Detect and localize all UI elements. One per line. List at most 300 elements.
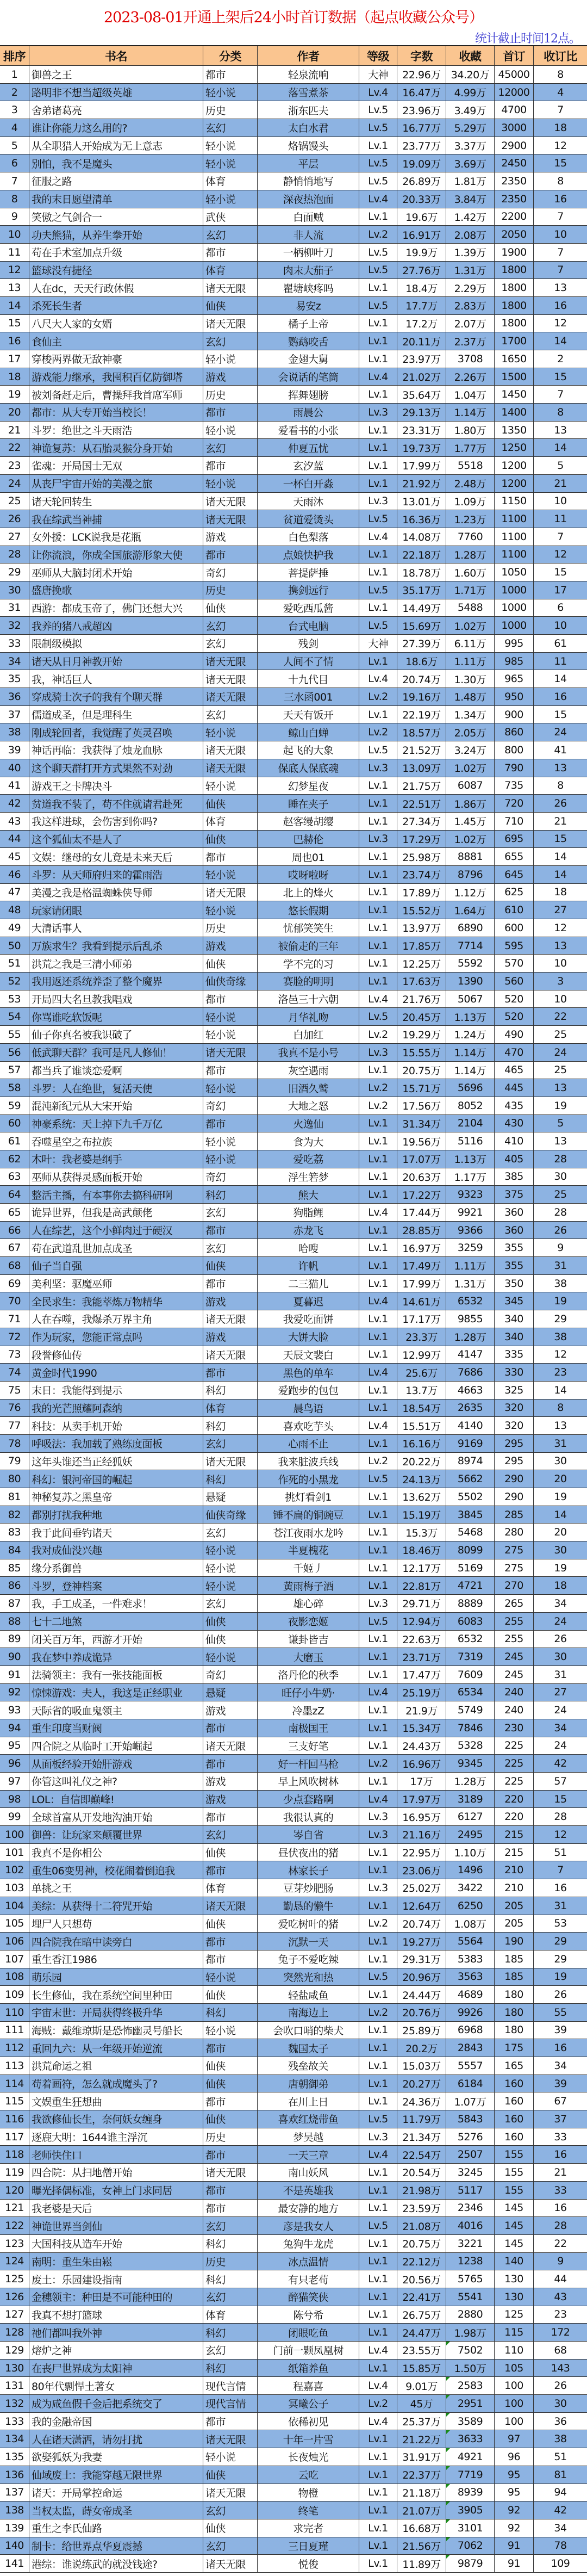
cell-level: Lv.1 xyxy=(359,777,397,795)
cell-collections: 1.39万 xyxy=(446,244,495,261)
cell-ratio: 81 xyxy=(554,2468,567,2481)
cell-author: 醉猫笑侠 xyxy=(258,2288,359,2306)
table-row xyxy=(0,2253,587,2271)
cell-first-subs: 1700 xyxy=(495,332,534,350)
table-row xyxy=(0,2288,587,2306)
cell-category: 都市 xyxy=(203,1950,258,1968)
cell-ratio: 8 xyxy=(557,406,564,418)
cell-level: Lv.4 xyxy=(359,1292,397,1310)
cell-level: Lv.1 xyxy=(359,2253,397,2270)
cell-word-count: 23.74万 xyxy=(397,866,446,883)
cell-first-subs: 155 xyxy=(495,2182,534,2199)
cell-word-count: 14.08万 xyxy=(397,528,446,546)
cell-book-title: 神话再临：我获得了烛龙血脉 xyxy=(29,741,203,759)
header-rank: 排序 xyxy=(0,46,29,65)
table-row xyxy=(0,386,587,404)
cell-rank: 131 xyxy=(0,2377,29,2394)
cell-book-title: 篮球没有捷径 xyxy=(29,262,203,279)
cell-author: 悦俊 xyxy=(258,2555,359,2572)
cell-level: Lv.4 xyxy=(359,1684,397,1701)
cell-ratio: 5 xyxy=(557,1117,564,1130)
cell-author: 纸箱养鱼 xyxy=(258,2360,359,2377)
cell-word-count: 21.56万 xyxy=(397,2537,446,2555)
cell-first-subs: 225 xyxy=(495,1773,534,1790)
cell-book-title: 仙子你真名被我识破了 xyxy=(29,1026,203,1043)
cell-book-title: 你骂谁吃软饭呢 xyxy=(29,1008,203,1025)
cell-book-title: 制卡：给世界点华夏震撼 xyxy=(29,2537,203,2555)
cell-level: Lv.1 xyxy=(359,2200,397,2217)
cell-collections: 5843 xyxy=(446,2110,495,2128)
table-row xyxy=(0,1737,587,1755)
cell-rank: 114 xyxy=(0,2075,29,2092)
cell-first-subs: 160 xyxy=(495,2110,534,2128)
cell-author: 喜欢红烧带鱼 xyxy=(258,2110,359,2128)
cell-author: 我来脏波兵线 xyxy=(258,1453,359,1470)
cell-level: Lv.1 xyxy=(359,653,397,670)
cell-book-title: 游戏王之卡牌决斗 xyxy=(29,777,203,795)
cell-first-subs: 335 xyxy=(495,1346,534,1364)
cell-collections: 6083 xyxy=(446,1613,495,1630)
cell-collections: 5592 xyxy=(446,955,495,972)
cell-level: Lv.5 xyxy=(359,297,397,314)
cell-level: Lv.1 xyxy=(359,955,397,972)
cell-book-title: 斗罗：绝世之斗天雨浩 xyxy=(29,422,203,439)
cell-first-subs: 180 xyxy=(495,2004,534,2021)
cell-category: 都市 xyxy=(203,1364,258,1381)
cell-word-count: 28.85万 xyxy=(397,1222,446,1239)
cell-author: 忧郁笑笑生 xyxy=(258,919,359,937)
table-row xyxy=(0,1026,587,1044)
cell-level: Lv.3 xyxy=(359,2128,397,2146)
table-row xyxy=(0,1844,587,1862)
cell-collections: 7062 xyxy=(446,2537,495,2555)
cell-category: 现代言情 xyxy=(203,2395,258,2412)
cell-word-count: 14.49万 xyxy=(397,599,446,617)
cell-word-count: 15.71万 xyxy=(397,1079,446,1097)
cell-collections: 6534 xyxy=(446,1684,495,1701)
cell-author: 我很认真的 xyxy=(258,1808,359,1825)
cell-book-title: 巫师从获得灵感面板开始 xyxy=(29,1168,203,1186)
cell-level: Lv.1 xyxy=(359,2164,397,2181)
cell-rank: 53 xyxy=(0,990,29,1008)
cell-word-count: 20.63万 xyxy=(397,1168,446,1186)
cell-level: Lv.1 xyxy=(359,2555,397,2572)
table-row xyxy=(0,2092,587,2110)
cell-ratio: 14 xyxy=(554,1508,567,1521)
cell-ratio: 13 xyxy=(554,1420,567,1432)
cell-author: 作死的小黑龙 xyxy=(258,1470,359,1488)
cell-ratio: 36 xyxy=(554,2415,567,2428)
cell-collections: 1.07万 xyxy=(446,2092,495,2110)
cell-book-title: 单挑之王 xyxy=(29,1879,203,1897)
cell-rank: 61 xyxy=(0,1132,29,1150)
cell-collections: 1.42万 xyxy=(446,208,495,226)
cell-rank: 38 xyxy=(0,723,29,741)
cell-level: Lv.1 xyxy=(359,2501,397,2519)
table-row xyxy=(0,1968,587,1986)
cell-category: 诸天无限 xyxy=(203,1346,258,1364)
table-row xyxy=(0,1986,587,2004)
table-row xyxy=(0,1222,587,1240)
cell-author: 仲夏五忧 xyxy=(258,439,359,456)
cell-level: Lv.1 xyxy=(359,2092,397,2110)
cell-author: 求完者 xyxy=(258,2519,359,2537)
cell-rank: 27 xyxy=(0,528,29,546)
cell-ratio: 18 xyxy=(554,886,567,899)
ranking-table xyxy=(0,45,587,2573)
cell-word-count: 16.16万 xyxy=(397,1435,446,1452)
cell-category: 游戏 xyxy=(203,937,258,955)
table-row xyxy=(0,1453,587,1471)
cell-category: 诸天无限 xyxy=(203,1897,258,1915)
cell-first-subs: 185 xyxy=(495,1968,534,1986)
cell-first-subs: 1800 xyxy=(495,262,534,279)
cell-first-subs: 570 xyxy=(495,955,534,972)
cell-collections: 1.12万 xyxy=(446,884,495,901)
cell-word-count: 24.13万 xyxy=(397,1470,446,1488)
table-row xyxy=(0,2200,587,2218)
cell-word-count: 20.54万 xyxy=(397,2164,446,2181)
cell-level: Lv.3 xyxy=(359,1826,397,1843)
cell-collections: 9323 xyxy=(446,1186,495,1203)
cell-level: Lv.1 xyxy=(359,1648,397,1665)
cell-ratio: 19 xyxy=(554,1490,567,1503)
cell-author: 金翅大舅 xyxy=(258,350,359,368)
cell-ratio: 29 xyxy=(554,1312,567,1325)
cell-level: Lv.1 xyxy=(359,2430,397,2448)
cell-category: 仙侠 xyxy=(203,1986,258,2003)
cell-collections: 1.64万 xyxy=(446,901,495,919)
cell-word-count: 15.03万 xyxy=(397,2057,446,2075)
cell-ratio: 11 xyxy=(554,513,567,525)
cell-ratio: 26 xyxy=(554,2380,567,2392)
cell-collections: 6184 xyxy=(446,2075,495,2092)
table-row xyxy=(0,741,587,759)
cell-rank: 16 xyxy=(0,332,29,350)
cell-book-title: 大国科技从造车开始 xyxy=(29,2235,203,2252)
table-row xyxy=(0,1808,587,1826)
cell-rank: 4 xyxy=(0,119,29,137)
table-row xyxy=(0,1524,587,1541)
cell-rank: 50 xyxy=(0,937,29,955)
cell-book-title: 天际省的吸血鬼领主 xyxy=(29,1701,203,1719)
cell-level: Lv.1 xyxy=(359,2306,397,2324)
cell-first-subs: 255 xyxy=(495,1613,534,1630)
cell-rank: 39 xyxy=(0,741,29,759)
cell-category: 玄幻 xyxy=(203,1524,258,1541)
cell-level: Lv.1 xyxy=(359,2484,397,2501)
cell-ratio: 18 xyxy=(554,121,567,134)
cell-word-count: 17.47万 xyxy=(397,1666,446,1683)
cell-first-subs: 720 xyxy=(495,795,534,812)
cell-rank: 56 xyxy=(0,1044,29,1061)
cell-rank: 49 xyxy=(0,919,29,937)
header-collections: 收藏 xyxy=(446,46,495,65)
table-row xyxy=(0,2057,587,2075)
cell-book-title: 穿成骑士次子的我有个聊天群 xyxy=(29,688,203,705)
table-row xyxy=(0,457,587,475)
cell-first-subs: 520 xyxy=(495,990,534,1008)
cell-category: 都市 xyxy=(203,1808,258,1825)
cell-book-title: 整活主播，有本事你去搞科研啊 xyxy=(29,1186,203,1203)
cell-collections: 1.71万 xyxy=(446,581,495,599)
cell-collections: 5383 xyxy=(446,1950,495,1968)
cell-first-subs: 230 xyxy=(495,1719,534,1737)
cell-book-title: 洪荒之我是三清小师弟 xyxy=(29,955,203,972)
cell-rank: 95 xyxy=(0,1737,29,1755)
cell-word-count: 16.77万 xyxy=(397,119,446,137)
table-row xyxy=(0,1488,587,1506)
cell-level: Lv.1 xyxy=(359,1488,397,1506)
cell-book-title: 金穗领主：种田是不可能种田的 xyxy=(29,2288,203,2306)
table-row xyxy=(0,279,587,297)
cell-ratio: 12 xyxy=(554,317,567,330)
cell-category: 诸天无限 xyxy=(203,493,258,510)
cell-book-title: 西游：都成玉帝了，佛门还想大兴 xyxy=(29,599,203,617)
cell-author: 洛丹伦的秋季 xyxy=(258,1666,359,1683)
table-row xyxy=(0,688,587,706)
cell-ratio: 67 xyxy=(554,2095,567,2108)
cell-first-subs: 190 xyxy=(495,1933,534,1950)
cell-category: 诸天无限 xyxy=(203,315,258,332)
cell-collections: 3422 xyxy=(446,1879,495,1897)
table-row xyxy=(0,66,587,84)
cell-category: 玄幻 xyxy=(203,439,258,456)
cell-book-title: 苟在武道乱世加点成圣 xyxy=(29,1239,203,1256)
cell-collections: 2635 xyxy=(446,1400,495,1417)
cell-category: 都市 xyxy=(203,2039,258,2057)
cell-first-subs: 280 xyxy=(495,1524,534,1541)
cell-word-count: 20.45万 xyxy=(397,1008,446,1025)
cell-word-count: 17.29万 xyxy=(397,831,446,848)
cell-rank: 17 xyxy=(0,350,29,368)
cell-author: 易安z xyxy=(258,297,359,314)
cell-ratio: 78 xyxy=(554,2540,567,2552)
cell-rank: 75 xyxy=(0,1382,29,1399)
cell-ratio: 8 xyxy=(557,175,564,187)
cell-rank: 45 xyxy=(0,848,29,865)
cell-first-subs: 625 xyxy=(495,884,534,901)
cell-ratio: 16 xyxy=(554,193,567,205)
cell-first-subs: 265 xyxy=(495,1595,534,1612)
cell-word-count: 20.75万 xyxy=(397,2235,446,2252)
cell-rank: 73 xyxy=(0,1346,29,1364)
cell-rank: 99 xyxy=(0,1808,29,1825)
cell-category: 诸天无限 xyxy=(203,1310,258,1328)
cell-book-title: 雀魂：开局国士无双 xyxy=(29,457,203,474)
cell-level: Lv.1 xyxy=(359,1275,397,1292)
cell-author: 千姬丿 xyxy=(258,1559,359,1577)
cell-author: 平层 xyxy=(258,154,359,172)
cell-rank: 135 xyxy=(0,2448,29,2466)
table-row xyxy=(0,919,587,937)
cell-ratio: 15 xyxy=(554,370,567,383)
cell-word-count: 29.71万 xyxy=(397,1595,446,1612)
cell-author: 食为大 xyxy=(258,1132,359,1150)
cell-category: 科幻 xyxy=(203,1470,258,1488)
cell-word-count: 12.25万 xyxy=(397,955,446,972)
cell-word-count: 18.57万 xyxy=(397,723,446,741)
cell-ratio: 28 xyxy=(554,1811,567,1823)
table-row xyxy=(0,368,587,386)
cell-category: 玄幻 xyxy=(203,635,258,652)
cell-first-subs: 125 xyxy=(495,2306,534,2324)
cell-rank: 88 xyxy=(0,1613,29,1630)
cell-word-count: 22.41万 xyxy=(397,2288,446,2306)
cell-word-count: 15.69万 xyxy=(397,617,446,634)
cell-word-count: 17.63万 xyxy=(397,973,446,990)
cell-rank: 3 xyxy=(0,101,29,119)
cell-book-title: 谁让你能力这么用的? xyxy=(29,119,203,137)
table-row xyxy=(0,1470,587,1488)
cell-ratio: 34 xyxy=(554,1597,567,1609)
cell-author: 一杯白开淼 xyxy=(258,475,359,492)
cell-word-count: 17.85万 xyxy=(397,937,446,955)
cell-rank: 105 xyxy=(0,1915,29,1933)
cell-collections: 1.77万 xyxy=(446,439,495,456)
cell-word-count: 18.6万 xyxy=(397,653,446,670)
cell-ratio: 172 xyxy=(551,2326,570,2339)
cell-author: 冥曦公子 xyxy=(258,2395,359,2412)
cell-category: 仙侠 xyxy=(203,1844,258,1861)
table-row xyxy=(0,1915,587,1933)
cell-book-title: 从面板经验开始肝游戏 xyxy=(29,1755,203,1772)
cell-collections: 1.04万 xyxy=(446,386,495,403)
table-row xyxy=(0,2377,587,2395)
cell-category: 诸天无限 xyxy=(203,1453,258,1470)
cell-collections: 2.07万 xyxy=(446,315,495,332)
cell-author: 肉末大茄子 xyxy=(258,262,359,279)
cell-author: 不是英雄我 xyxy=(258,2182,359,2199)
cell-category: 轻小说 xyxy=(203,475,258,492)
cell-ratio: 29 xyxy=(554,1935,567,1948)
cell-rank: 19 xyxy=(0,386,29,403)
cell-category: 玄幻 xyxy=(203,2501,258,2519)
cell-author: 北上的烽火 xyxy=(258,884,359,901)
cell-word-count: 35.17万 xyxy=(397,581,446,599)
cell-collections: 1.14万 xyxy=(446,1062,495,1079)
cell-word-count: 13.01万 xyxy=(397,493,446,510)
cell-first-subs: 91 xyxy=(495,2555,534,2572)
cell-book-title: 重回九六：从一年级开始逆流 xyxy=(29,2039,203,2057)
table-row xyxy=(0,1346,587,1364)
cell-rank: 54 xyxy=(0,1008,29,1025)
cell-rank: 132 xyxy=(0,2395,29,2412)
cell-ratio: 26 xyxy=(554,1989,567,2001)
cell-book-title: 长生修仙，我在系统空间里种田 xyxy=(29,1986,203,2003)
cell-author: 物橙 xyxy=(258,2484,359,2501)
cell-category: 仙侠 xyxy=(203,2110,258,2128)
cell-word-count: 15.51万 xyxy=(397,1417,446,1434)
cell-level: Lv.5 xyxy=(359,510,397,528)
cell-book-title: 宇宙末世：开局获得终极升华 xyxy=(29,2004,203,2021)
cell-collections: 8974 xyxy=(446,1453,495,1470)
cell-author: 非人流 xyxy=(258,226,359,243)
cell-rank: 60 xyxy=(0,1115,29,1132)
cell-level: Lv.2 xyxy=(359,1097,397,1114)
cell-book-title: 诡异世界，但我是高武颠佬 xyxy=(29,1204,203,1221)
cell-word-count: 23.97万 xyxy=(397,350,446,368)
cell-author: 轻盐咸鱼 xyxy=(258,1986,359,2003)
cell-collections: 1.81万 xyxy=(446,172,495,190)
cell-category: 轻小说 xyxy=(203,1648,258,1665)
cell-level: Lv.3 xyxy=(359,1879,397,1897)
table-row xyxy=(0,759,587,777)
cell-rank: 138 xyxy=(0,2501,29,2519)
cell-first-subs: 270 xyxy=(495,1577,534,1594)
cell-ratio: 31 xyxy=(554,1899,567,1912)
cell-rank: 32 xyxy=(0,617,29,634)
cell-book-title: 这个狐仙太不是人了 xyxy=(29,831,203,848)
cell-level: Lv.5 xyxy=(359,154,397,172)
cell-collections: 3245 xyxy=(446,2164,495,2181)
cell-category: 玄幻 xyxy=(203,1435,258,1452)
cell-category: 游戏 xyxy=(203,1773,258,1790)
cell-category: 科幻 xyxy=(203,1186,258,1203)
cell-category: 轻小说 xyxy=(203,1577,258,1594)
cell-book-title: 我的光芒照耀阿森纳 xyxy=(29,1400,203,1417)
cell-rank: 129 xyxy=(0,2342,29,2359)
cell-book-title: 游戏能力继承，我囤积百亿防御塔 xyxy=(29,368,203,386)
cell-category: 轻小说 xyxy=(203,901,258,919)
cell-word-count: 29.31万 xyxy=(397,1950,446,1968)
cell-level: Lv.1 xyxy=(359,422,397,439)
cell-ratio: 38 xyxy=(554,2433,567,2445)
cell-word-count: 18.54万 xyxy=(397,1400,446,1417)
cell-category: 科幻 xyxy=(203,2324,258,2341)
cell-collections: 4140 xyxy=(446,1417,495,1434)
cell-word-count: 16.96万 xyxy=(397,1755,446,1772)
cell-ratio: 61 xyxy=(554,637,567,649)
table-row xyxy=(0,848,587,866)
cell-ratio: 9 xyxy=(557,2255,564,2268)
table-row xyxy=(0,1595,587,1613)
cell-collections: 9879 xyxy=(446,2555,495,2572)
cell-rank: 93 xyxy=(0,1701,29,1719)
table-row xyxy=(0,1791,587,1809)
cell-rank: 76 xyxy=(0,1400,29,1417)
table-row xyxy=(0,350,587,368)
cell-category: 都市 xyxy=(203,546,258,564)
cell-book-title: 仙子当自强 xyxy=(29,1257,203,1274)
cell-author: 十九代目 xyxy=(258,670,359,688)
cell-book-title: 逐鹿大明：1644谁主浮沉 xyxy=(29,2128,203,2146)
cell-word-count: 15.3万 xyxy=(397,1524,446,1541)
cell-word-count: 17.22万 xyxy=(397,1186,446,1203)
cell-ratio: 2 xyxy=(557,352,564,365)
cell-ratio: 31 xyxy=(554,1259,567,1272)
cell-level: Lv.1 xyxy=(359,1062,397,1079)
cell-level: Lv.1 xyxy=(359,1986,397,2003)
cell-first-subs: 1100 xyxy=(495,528,534,546)
cell-rank: 40 xyxy=(0,759,29,777)
cell-level: Lv.2 xyxy=(359,723,397,741)
cell-level: Lv.1 xyxy=(359,1666,397,1683)
cell-first-subs: 95 xyxy=(495,2466,534,2484)
cell-level: Lv.1 xyxy=(359,1577,397,1594)
cell-category: 都市 xyxy=(203,1275,258,1292)
cell-book-title: 重生06变男神，校花闹着倒追我 xyxy=(29,1861,203,1879)
table-row xyxy=(0,2217,587,2235)
cell-author: 火逸仙 xyxy=(258,1115,359,1132)
cell-first-subs: 160 xyxy=(495,2128,534,2146)
cell-book-title: 开局四大名旦教我唱戏 xyxy=(29,990,203,1008)
cell-first-subs: 240 xyxy=(495,1684,534,1701)
cell-book-title: 我用返还系统养歪了整个魔界 xyxy=(29,973,203,990)
cell-author: 勤恳的懒牛 xyxy=(258,1897,359,1915)
cell-level: Lv.1 xyxy=(359,2448,397,2466)
cell-category: 历史 xyxy=(203,581,258,599)
